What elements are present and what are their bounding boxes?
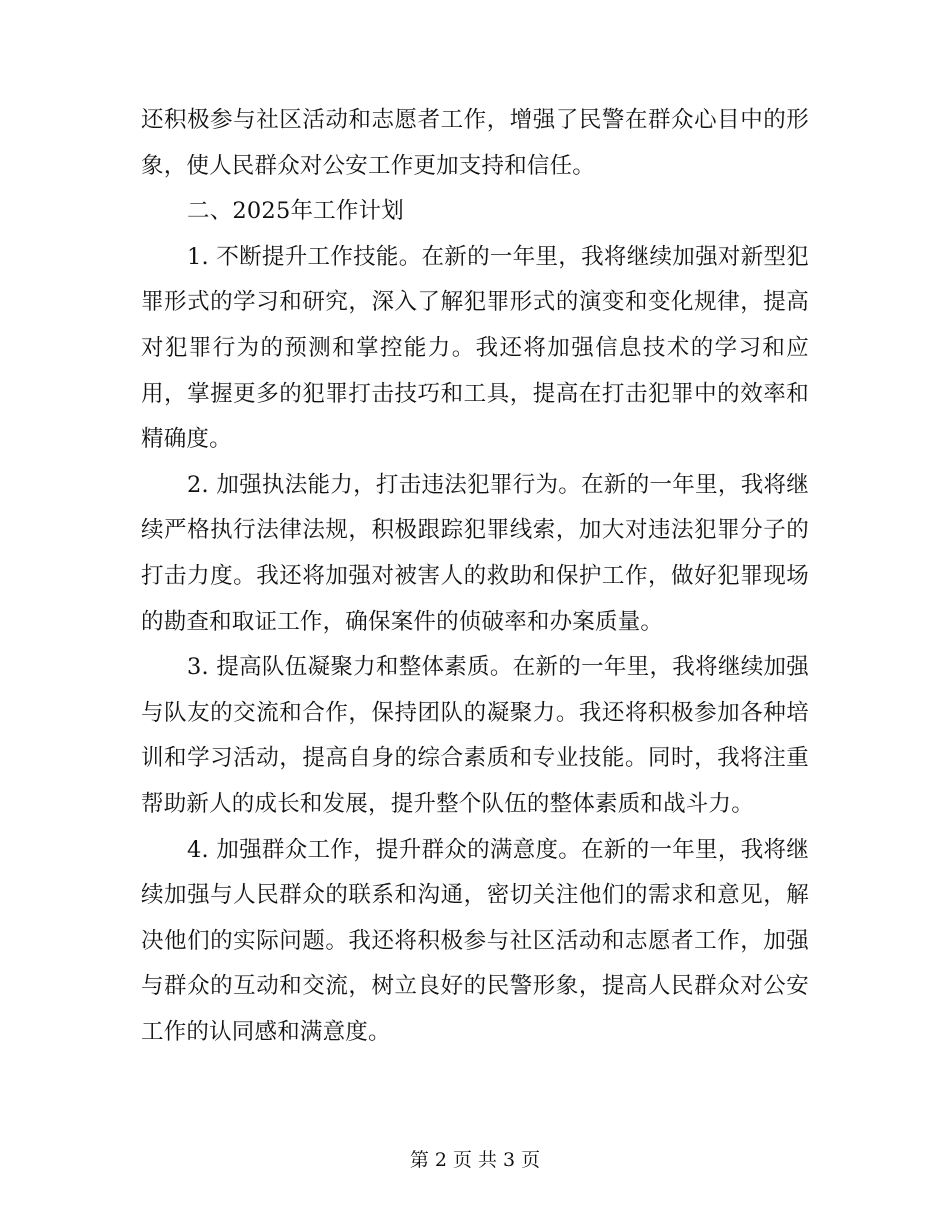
plan-item-3: 3. 提高队伍凝聚力和整体素质。在新的一年里，我将继续加强与队友的交流和合作，保持团队的凝聚力。我还将积极参加各种培训和学习活动，提高自身的综合素质和专业技能。同时，我将注重帮助新人的成长和发展，提升整个队伍的整体素质和战斗力。 [141, 654, 809, 817]
page-number-footer: 第 2 页 共 3 页 [409, 1149, 541, 1171]
paragraph-continuation: 还积极参与社区活动和志愿者工作，增强了民警在群众心目中的形象，使人民群众对公安工作更加支持和信任。 [141, 107, 809, 179]
plan-item-2: 2. 加强执法能力，打击违法犯罪行为。在新的一年里，我将继续严格执行法律法规，积极跟踪犯罪线索，加大对违法犯罪分子的打击力度。我还将加强对被害人的救助和保护工作，做好犯罪现场的勘查和取证工作，确保案件的侦破率和办案质量。 [141, 471, 809, 635]
plan-item-1: 1. 不断提升工作技能。在新的一年里，我将继续加强对新型犯罪形式的学习和研究，深入了解犯罪形式的演变和变化规律，提高对犯罪行为的预测和掌控能力。我还将加强信息技术的学习和应用，掌握更多的犯罪打击技巧和工具，提高在打击犯罪中的效率和精确度。 [141, 243, 809, 453]
plan-item-4: 4. 加强群众工作，提升群众的满意度。在新的一年里，我将继续加强与人民群众的联系和沟通，密切关注他们的需求和意见，解决他们的实际问题。我还将积极参与社区活动和志愿者工作，加强与群众的互动和交流，树立良好的民警形象，提高人民群众对公安工作的认同感和满意度。 [141, 836, 809, 1045]
document-body [141, 98, 809, 1055]
section-heading-work-plan: 二、2025年工作计划 [187, 198, 404, 225]
